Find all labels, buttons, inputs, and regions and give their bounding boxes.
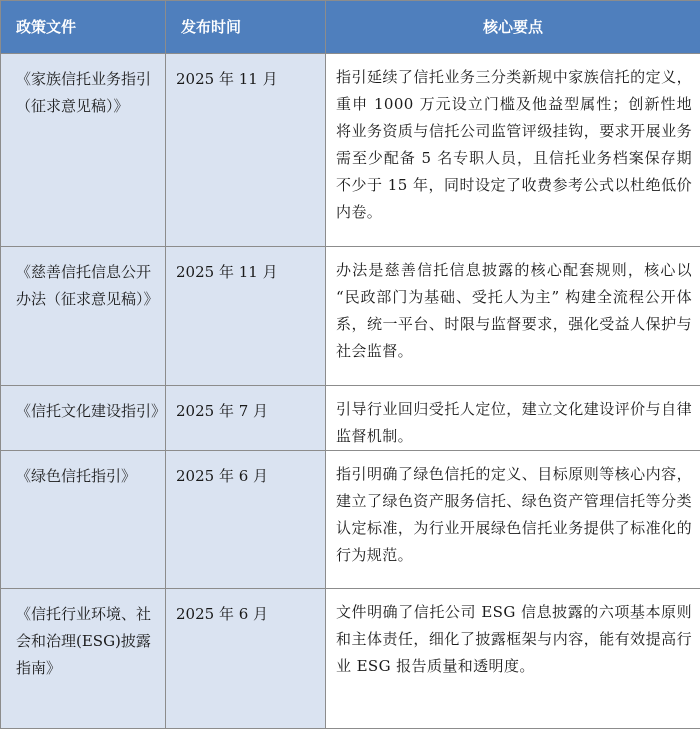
- release-date: 2025 年 11 月: [166, 54, 326, 247]
- key-points: 文件明确了信托公司 ESG 信息披露的六项基本原则和主体责任，细化了披露框架与内容，能有效提高行业 ESG 报告质量和透明度。: [326, 589, 700, 729]
- table-row: [1, 451, 700, 589]
- table-header-row: [1, 1, 700, 54]
- key-points: 指引明确了绿色信托的定义、目标原则等核心内容，建立了绿色资产服务信托、绿色资产管理信托等分类认定标准，为行业开展绿色信托业务提供了标准化的行为规范。: [326, 451, 700, 589]
- policy-document: 《慈善信托信息公开办法（征求意见稿）》: [1, 247, 166, 386]
- release-date: 2025 年 6 月: [166, 589, 326, 729]
- key-points: 指引延续了信托业务三分类新规中家族信托的定义，重申 1000 万元设立门槛及他益型属性；创新性地将业务资质与信托公司监管评级挂钩，要求开展业务需至少配备 5 名专职人员，且信托业务档案保存期不少于 15 年，同时设定了收费参考公式以杜绝低价内卷。: [326, 54, 700, 247]
- header-key-points: 核心要点: [326, 1, 700, 54]
- header-release-date: 发布时间: [166, 1, 326, 54]
- key-points: 引导行业回归受托人定位，建立文化建设评价与自律监督机制。: [326, 386, 700, 451]
- policy-document: 《绿色信托指引》: [1, 451, 166, 589]
- table-row: [1, 589, 700, 729]
- policy-document: 《家族信托业务指引（征求意见稿）》: [1, 54, 166, 247]
- release-date: 2025 年 11 月: [166, 247, 326, 386]
- policy-document: 《信托文化建设指引》: [1, 386, 166, 451]
- table-row: [1, 54, 700, 247]
- release-date: 2025 年 6 月: [166, 451, 326, 589]
- table-row: [1, 247, 700, 386]
- key-points: 办法是慈善信托信息披露的核心配套规则，核心以 “民政部门为基础、受托人为主” 构建全流程公开体系，统一平台、时限与监督要求，强化受益人保护与社会监督。: [326, 247, 700, 386]
- release-date: 2025 年 7 月: [166, 386, 326, 451]
- table-row: [1, 386, 700, 451]
- policy-document: 《信托行业环境、社会和治理(ESG)披露指南》: [1, 589, 166, 729]
- header-policy-document: 政策文件: [1, 1, 166, 54]
